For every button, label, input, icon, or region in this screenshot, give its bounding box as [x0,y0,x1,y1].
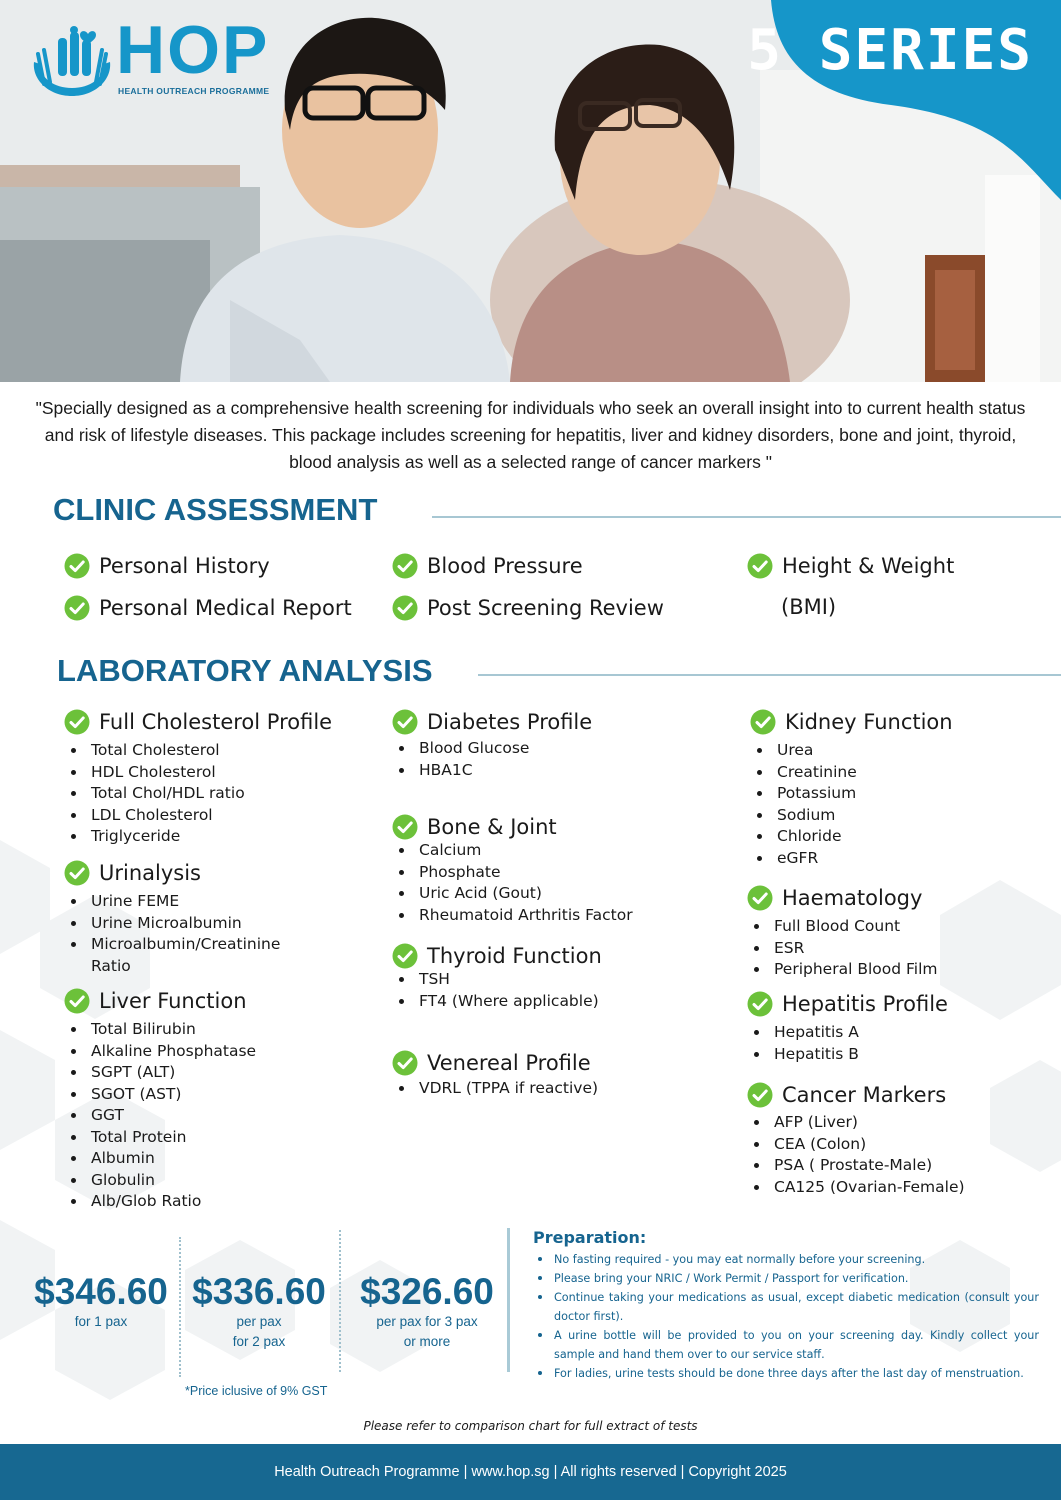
list-item: CEA (Colon) [749,1134,965,1156]
thyroid-test-list [394,969,599,1012]
list-item: Total Bilirubin [66,1019,256,1041]
hero-photo [0,0,1061,382]
list-item: VDRL (TPPA if reactive) [394,1078,598,1100]
hop-logo [30,12,290,102]
list-item: TSH [394,969,599,991]
lab-group-diabetes: Diabetes Profile [392,709,592,735]
list-item: ESR [749,938,937,960]
check-icon [392,709,418,735]
list-item: Microalbumin/Creatinine Ratio [66,934,316,977]
preparation-title: Preparation: [533,1228,647,1247]
list-item: Calcium [394,840,633,862]
clinic-assessment-title: CLINIC ASSESSMENT [53,492,378,527]
check-icon [392,595,418,621]
list-item: HDL Cholesterol [66,762,245,784]
haematology-test-list [749,916,937,981]
lab-group-cholesterol: Full Cholesterol Profile [64,709,332,735]
cholesterol-test-list [66,740,245,848]
check-icon [747,885,773,911]
lab-group-venereal: Venereal Profile [392,1050,591,1076]
list-item: Please bring your NRIC / Work Permit / Passport for verification. [533,1269,1039,1288]
lab-group-thyroid: Thyroid Function [392,943,602,969]
clinic-item-blood-pressure: Blood Pressure [392,553,583,579]
list-item: Alkaline Phosphatase [66,1041,256,1063]
list-item: Chloride [752,826,857,848]
list-item: Urea [752,740,857,762]
check-icon [747,553,773,579]
check-icon [64,553,90,579]
price-label: for 1 pax [74,1314,128,1329]
price-divider [339,1230,341,1372]
list-item: Blood Glucose [394,738,529,760]
list-item: Full Blood Count [749,916,937,938]
lab-group-hepatitis: Hepatitis Profile [747,991,948,1017]
list-item: Urine FEME [66,891,316,913]
list-item: Potassium [752,783,857,805]
list-item: Urine Microalbumin [66,913,316,935]
series-title: 5 SERIES [747,18,1033,83]
list-item: Total Cholesterol [66,740,245,762]
list-item: Alb/Glob Ratio [66,1191,256,1213]
check-icon [64,709,90,735]
price-tier-3 [349,1272,505,1352]
price-tier-1 [26,1272,176,1332]
bone-joint-test-list [394,840,633,926]
lab-group-cancer-markers: Cancer Markers [747,1082,946,1108]
price-label: for 2 pax [232,1334,286,1349]
list-item: Sodium [752,805,857,827]
check-icon [750,709,776,735]
list-item: Triglyceride [66,826,245,848]
lab-group-liver: Liver Function [64,988,247,1014]
check-icon [392,1050,418,1076]
list-item: SGOT (AST) [66,1084,256,1106]
list-item: A urine bottle will be provided to you on your screening day. Kindly collect your sample and hand them over to our service staff. [533,1326,1039,1364]
footer-text: Health Outreach Programme | www.hop.sg | All rights reserved | Copyright 2025 [274,1464,787,1480]
preparation-list [533,1250,1039,1383]
check-icon [64,595,90,621]
lab-group-bone-joint: Bone & Joint [392,814,557,840]
list-item: For ladies, urine tests should be done three days after the last day of menstruation. [533,1364,1039,1383]
price-amount: $326.60 [360,1271,494,1312]
footer-bar [0,1444,1061,1500]
lab-title-divider [478,674,1061,676]
list-item: Creatinine [752,762,857,784]
kidney-test-list [752,740,857,869]
hepatitis-test-list [749,1022,859,1065]
diabetes-test-list [394,738,529,781]
price-label: or more [403,1334,451,1349]
laboratory-analysis-title: LABORATORY ANALYSIS [57,653,433,688]
clinic-item-height-weight: Height & Weight [747,553,954,579]
lab-group-haematology: Haematology [747,885,922,911]
list-item: FT4 (Where applicable) [394,991,599,1013]
check-icon [392,943,418,969]
list-item: AFP (Liver) [749,1112,965,1134]
clinic-title-divider [432,516,1061,518]
clinic-item-personal-medical-report: Personal Medical Report [64,595,352,621]
list-item: PSA ( Prostate-Male) [749,1155,965,1177]
list-item: Hepatitis B [749,1044,859,1066]
list-item: Rheumatoid Arthritis Factor [394,905,633,927]
list-item: Continue taking your medications as usual, except diabetic medication (consult your doctor first). [533,1288,1039,1326]
price-divider [179,1237,181,1377]
urinalysis-test-list [66,891,316,977]
hop-tagline: HEALTH OUTREACH PROGRAMME [118,86,270,96]
comparison-chart-note: Please refer to comparison chart for full extract of tests [363,1419,698,1433]
price-label: per pax [236,1314,282,1329]
cancer-markers-test-list [749,1112,965,1198]
list-item: Peripheral Blood Film [749,959,937,981]
list-item: HBA1C [394,760,529,782]
list-item: No fasting required - you may eat normally before your screening. [533,1250,1039,1269]
check-icon [392,553,418,579]
check-icon [747,991,773,1017]
list-item: Globulin [66,1170,256,1192]
lab-group-urinalysis: Urinalysis [64,860,201,886]
venereal-test-list [394,1078,598,1100]
clinic-item-bmi: (BMI) [781,595,837,619]
list-item: Albumin [66,1148,256,1170]
check-icon [747,1082,773,1108]
list-item: Total Chol/HDL ratio [66,783,245,805]
list-item: CA125 (Ovarian-Female) [749,1177,965,1199]
price-label: per pax for 3 pax [376,1314,478,1329]
price-amount: $346.60 [34,1271,168,1312]
intro-description: "Specially designed as a comprehensive health screening for individuals who seek an overall insight into to current health status and risk of lifestyle diseases. This package includes screening for hepatitis, liver and kidney disorders, bone and joint, thyroid, blood analysis as well as a selected range of cancer markers " [35,398,1026,472]
liver-test-list [66,1019,256,1213]
gst-note: *Price iclusive of 9% GST [185,1384,328,1398]
preparation-divider [507,1228,510,1372]
list-item: eGFR [752,848,857,870]
price-tier-2 [184,1272,334,1352]
list-item: LDL Cholesterol [66,805,245,827]
list-item: Hepatitis A [749,1022,859,1044]
check-icon [392,814,418,840]
list-item: Phosphate [394,862,633,884]
list-item: Total Protein [66,1127,256,1149]
clinic-item-personal-history: Personal History [64,553,270,579]
hands-logo-icon [30,24,114,100]
check-icon [64,860,90,886]
price-amount: $336.60 [192,1271,326,1312]
hop-wordmark: HOP [116,12,270,88]
check-icon [64,988,90,1014]
lab-group-kidney: Kidney Function [750,709,953,735]
series-badge [747,0,1061,200]
clinic-item-post-screening-review: Post Screening Review [392,595,664,621]
list-item: Uric Acid (Gout) [394,883,633,905]
list-item: SGPT (ALT) [66,1062,256,1084]
list-item: GGT [66,1105,256,1127]
